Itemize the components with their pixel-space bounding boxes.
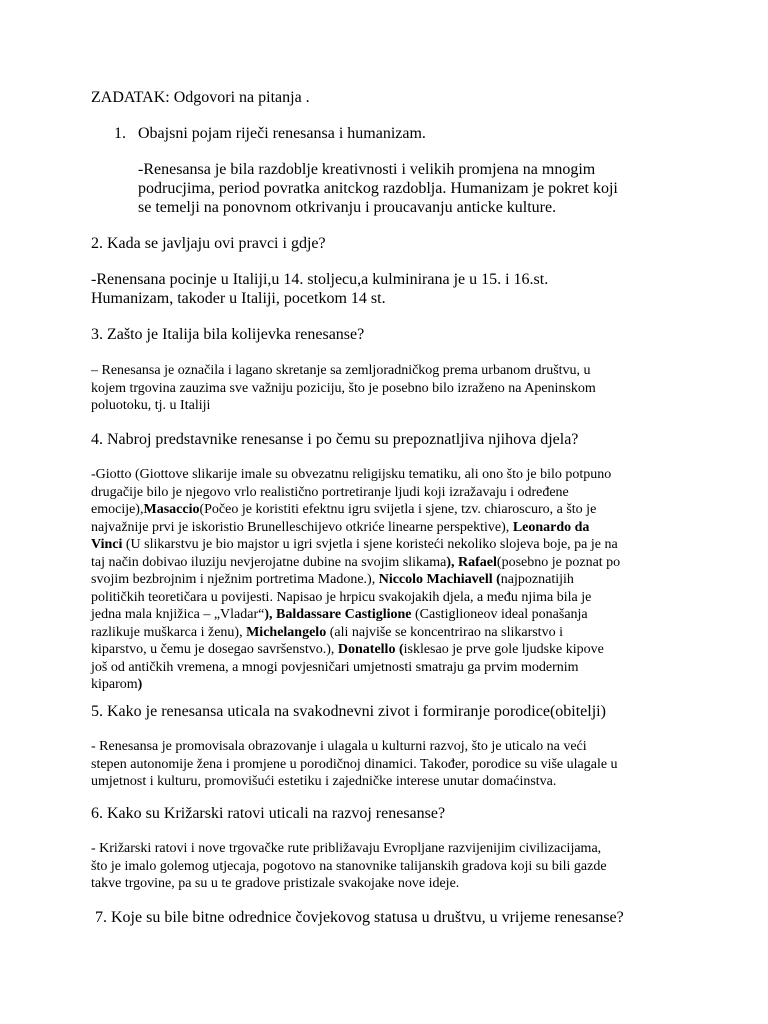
q1-answer-line: podrucjima, period povratka anitckog razdoblja. Humanizam je pokret koji — [138, 180, 618, 197]
name-masaccio: Masaccio — [143, 502, 200, 517]
q5-answer-line: stepen autonomije žena i promjene u porodičnoj dinamici. Također, porodice su više ulagale u — [91, 756, 618, 772]
q3-answer-line: poluotoku, tj. u Italiji — [91, 398, 211, 413]
q6-answer — [91, 840, 607, 893]
q5-answer-line: - Renesansa je promovisala obrazovanje i ulagala u kulturni razvoj, što je uticalo na veći — [91, 739, 587, 754]
q4-text: kiparom — [91, 677, 138, 692]
q2-question: 2. Kada se javljaju ovi pravci i gdje? — [91, 235, 326, 252]
q4-text: razlikuje muškarca i ženu), — [91, 624, 247, 640]
q6-answer-line: što je imalo golemog utjecaja, pogotovo na stanovnike talijanskih gradova koji su bili gazde — [91, 858, 607, 874]
q6-question: 6. Kako su Križarski ratovi uticali na razvoj renesanse? — [91, 805, 446, 822]
q4-answer-line — [91, 554, 620, 572]
q2-answer-line: -Renensana pocinje u Italiji,u 14. stoljecu,a kulminirana je u 15. i 16.st. — [91, 271, 549, 288]
q4-answer-line: političkih teoretičara u povijesti. Napisao je hrpicu svakojakih djela, a među njima bila je — [91, 589, 592, 605]
q5-answer — [91, 738, 618, 791]
q3-question: 3. Zašto je Italija bila kolijevka renesanse? — [91, 326, 365, 343]
name-leonardo-cont: Vinci — [91, 537, 123, 552]
q4-answer-line — [91, 571, 620, 589]
q1-answer-line: se temelji na ponovnom otkrivanju i proucavanju anticke kulture. — [138, 199, 557, 216]
name-donatello: Donatello ( — [337, 642, 404, 657]
q4-text: najpoznatijih — [500, 572, 574, 587]
q4-text: kiparstvo, u čemu je dosegao savršenstvo.), — [91, 642, 338, 657]
q1-answer — [138, 160, 618, 217]
q1-question: Obajsni pojam riječi renesansa i humanizam. — [138, 125, 426, 142]
q4-text: (ali najviše se koncentrirao na slikarstvo i — [326, 624, 563, 640]
q2-answer-line: Humanizam, takoder u Italiji, pocetkom 14 st. — [91, 290, 386, 307]
q4-text: svojim bezbrojnim i nježnim portretima Madone.), — [91, 572, 379, 587]
page-title: ZADATAK: Odgovori na pitanja . — [91, 89, 310, 106]
q6-answer-line: - Križarski ratovi i nove trgovačke rute približavaju Evropljane razvijenijim civilizacijama, — [91, 841, 602, 856]
q4-question: 4. Nabroj predstavnike renesanse i po čemu su prepoznatljiva njihova djela? — [91, 431, 579, 448]
q4-text: (Castiglioneov ideal ponašanja — [411, 607, 588, 622]
name-michelangelo: Michelangelo — [246, 624, 327, 640]
q1-number: 1. — [114, 125, 126, 142]
q4-answer-line — [91, 536, 620, 554]
q4-text: emocije), — [91, 502, 144, 517]
q4-bold-punct: ), — [264, 607, 277, 622]
q4-text: (posebno je poznat po — [496, 554, 621, 570]
name-leonardo: Leonardo da — [512, 519, 590, 535]
q4-answer-line — [91, 676, 620, 694]
q4-text: jedna mala knjižica – „Vladar“ — [91, 607, 265, 622]
q5-answer-line: umjetnost i kulturu, promovišući estetiku i zajedničke interese unutar domaćinstva. — [91, 774, 557, 789]
q4-answer-line: drugačije bilo je njegovo vrlo realistično portretiranje ljudi koji izražavaju i određene — [91, 484, 569, 500]
q4-answer-line — [91, 606, 620, 624]
q4-bold-punct: ), — [446, 554, 459, 570]
q6-answer-line: takve trgovine, pa su u te gradove pristizale svakojake nove ideje. — [91, 876, 460, 891]
q4-text: (U slikarstvu je bio majstor u igri svjetla i sjene koristeći nekoliko slojeva boje, pa je na — [122, 537, 618, 552]
q1-answer-line: -Renesansa je bila razdoblje kreativnosti i velikih promjena na mnogim — [138, 161, 596, 178]
q3-answer-line: kojem trgovina zauzima sve važniju poziciju, što je posebno bilo izraženo na Apeninskom — [91, 380, 596, 396]
q4-answer-line — [91, 519, 620, 537]
q4-text: najvažnije prvi je iskoristio Brunelleschijevo otkriće linearne perspektive), — [91, 519, 513, 535]
q3-answer-line: – Renesansa je označila i lagano skretanje sa zemljoradničkog prema urbanom društvu, u — [91, 363, 591, 378]
q3-answer — [91, 362, 596, 415]
q4-answer-line — [91, 641, 620, 659]
q7-question: 7. Koje su bile bitne odrednice čovjekovog statusa u društvu, u vrijeme renesanse? — [95, 909, 624, 926]
q4-answer-line — [91, 624, 620, 642]
q4-answer — [91, 466, 620, 694]
q4-answer-line — [91, 501, 620, 519]
name-rafael: Rafael — [458, 554, 497, 570]
q4-text: isklesao je prve gole ljudske kipove — [403, 642, 604, 657]
q4-text: taj način dobivao iluziju nevjerojatne dubine na svojim slikama — [91, 554, 447, 570]
q4-answer-line: -Giotto (Giottove slikarije imale su obvezatnu religijsku tematiku, ali ono što je bilo potpuno — [91, 467, 612, 482]
q4-bold-punct: ) — [137, 677, 143, 692]
name-castiglione: Baldassare Castiglione — [276, 607, 412, 622]
q5-question: 5. Kako je renesansa uticala na svakodnevni zivot i formiranje porodice(obitelji) — [91, 703, 606, 720]
q4-text: (Počeo je koristiti efektnu igru svijetla i sjene, tzv. chiaroscuro, a što je — [199, 502, 597, 517]
name-machiavell: Niccolo Machiavell ( — [378, 572, 501, 587]
q2-answer — [91, 270, 548, 308]
q4-answer-line: još od antičkih vremena, a mnogi povjesničari umjetnosti smatraju ga prvim modernim — [91, 659, 579, 675]
